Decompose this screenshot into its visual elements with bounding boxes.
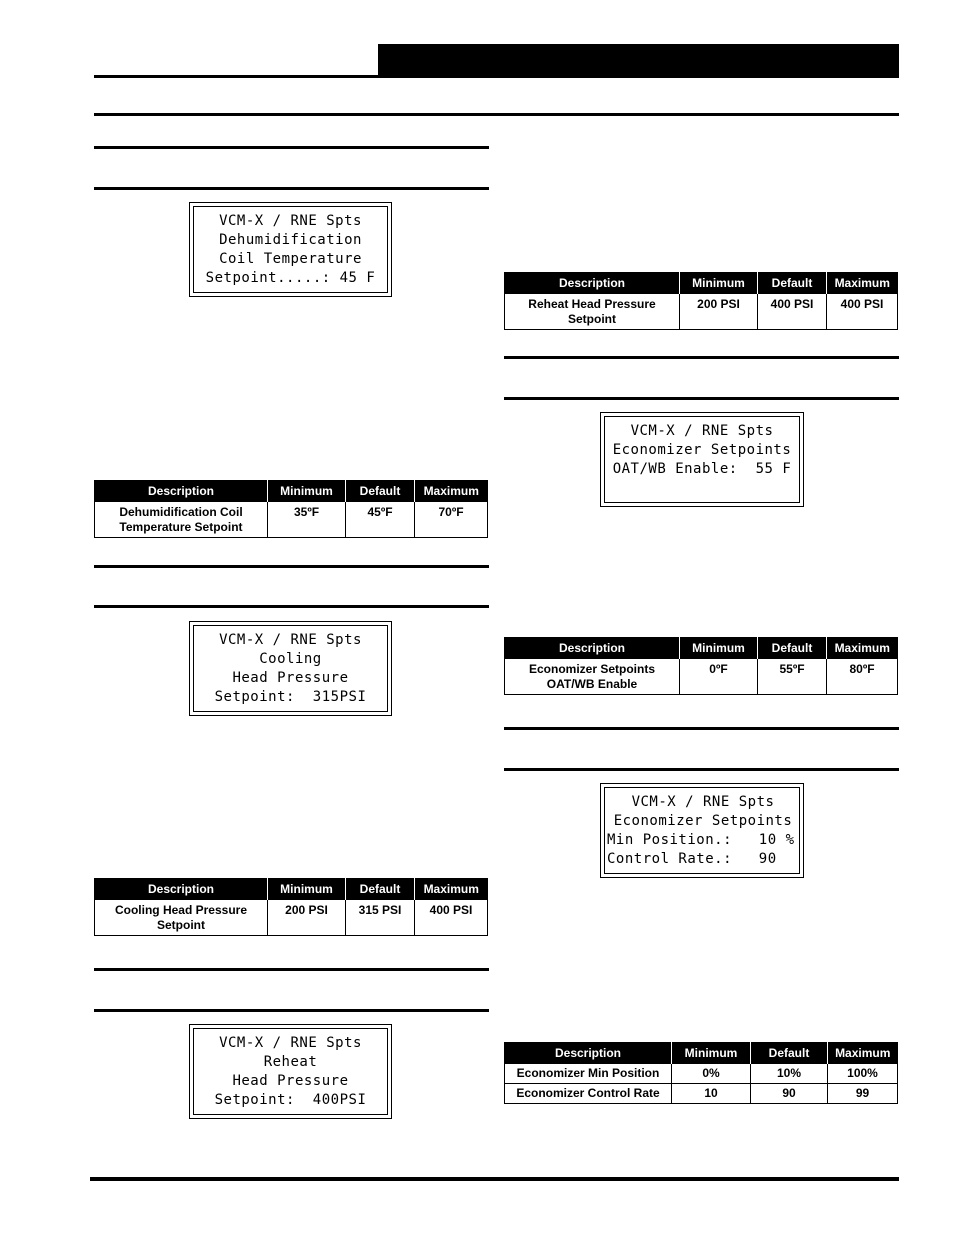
col-maximum: Maximum: [415, 480, 488, 502]
cell-default: 55ºF: [758, 659, 827, 695]
footer-rule: [90, 1177, 899, 1181]
divider: [94, 605, 489, 608]
col-description: Description: [95, 480, 268, 502]
col-minimum: Minimum: [680, 637, 758, 659]
col-default: Default: [758, 637, 827, 659]
cell-default: 315 PSI: [346, 900, 415, 936]
table-row: [505, 1084, 898, 1104]
col-maximum: Maximum: [827, 272, 898, 294]
table-header-row: [505, 1042, 898, 1064]
lcd-line: Economizer Setpoints: [612, 442, 792, 458]
cell-description: Economizer Setpoints OAT/WB Enable: [505, 659, 680, 695]
divider: [504, 768, 899, 771]
divider: [94, 1009, 489, 1012]
divider: [94, 968, 489, 971]
col-default: Default: [346, 480, 415, 502]
divider: [504, 397, 899, 400]
lcd-line: VCM-X / RNE Spts: [219, 213, 362, 229]
lcd-line: Head Pressure: [232, 670, 349, 686]
col-minimum: Minimum: [268, 480, 346, 502]
divider: [504, 727, 899, 730]
table-row: [505, 1064, 898, 1084]
lcd-display-dehumidification: [189, 202, 392, 297]
col-default: Default: [758, 272, 827, 294]
divider: [94, 146, 489, 149]
table-row: [95, 900, 488, 936]
col-default: Default: [751, 1042, 828, 1064]
col-minimum: Minimum: [672, 1042, 751, 1064]
lcd-line: Reheat: [263, 1054, 318, 1070]
cell-default: 90: [751, 1084, 828, 1104]
col-description: Description: [505, 637, 680, 659]
lcd-line: Setpoint: 315PSI: [214, 689, 367, 705]
cell-description: Cooling Head Pressure Setpoint: [95, 900, 268, 936]
table-economizer-oat-enable: [504, 637, 898, 695]
table-header-row: [505, 637, 898, 659]
cell-maximum: 70ºF: [415, 502, 488, 538]
section-rule-top: [94, 113, 899, 116]
table-row: [95, 502, 488, 538]
lcd-display-economizer-min-position: [600, 783, 804, 878]
lcd-line: VCM-X / RNE Spts: [219, 1035, 362, 1051]
lcd-line: Coil Temperature: [219, 251, 362, 267]
lcd-line: VCM-X / RNE Spts: [219, 632, 362, 648]
cell-minimum: 200 PSI: [680, 294, 758, 330]
cell-default: 400 PSI: [758, 294, 827, 330]
table-reheat-head-pressure: [504, 272, 898, 330]
cell-maximum: 400 PSI: [827, 294, 898, 330]
lcd-line: Cooling: [259, 651, 322, 667]
table-header-row: [95, 878, 488, 900]
cell-description: Reheat Head Pressure Setpoint: [505, 294, 680, 330]
lcd-display-economizer-oat: [600, 412, 804, 507]
col-minimum: Minimum: [268, 878, 346, 900]
cell-minimum: 200 PSI: [268, 900, 346, 936]
lcd-line: OAT/WB Enable: 55 F: [612, 461, 792, 477]
cell-maximum: 400 PSI: [415, 900, 488, 936]
table-dehumidification-setpoint: [94, 480, 488, 538]
table-header-row: [505, 272, 898, 294]
divider: [504, 356, 899, 359]
col-description: Description: [95, 878, 268, 900]
cell-minimum: 0%: [672, 1064, 751, 1084]
cell-minimum: 10: [672, 1084, 751, 1104]
table-row: [505, 294, 898, 330]
lcd-line: VCM-X / RNE Spts: [630, 423, 774, 439]
lcd-display-cooling: [189, 621, 392, 716]
lcd-line: Control Rate.: 90: [607, 851, 777, 867]
cell-description: Economizer Min Position: [505, 1064, 672, 1084]
header-rule: [94, 75, 379, 78]
cell-description: Economizer Control Rate: [505, 1084, 672, 1104]
table-header-row: [95, 480, 488, 502]
lcd-display-reheat: [189, 1024, 392, 1119]
col-default: Default: [346, 878, 415, 900]
cell-maximum: 80ºF: [827, 659, 898, 695]
divider: [94, 565, 489, 568]
cell-default: 45ºF: [346, 502, 415, 538]
lcd-line: Setpoint: 400PSI: [214, 1092, 367, 1108]
col-maximum: Maximum: [415, 878, 488, 900]
lcd-line: Min Position.: 10 %: [607, 832, 795, 848]
col-minimum: Minimum: [680, 272, 758, 294]
cell-default: 10%: [751, 1064, 828, 1084]
col-maximum: Maximum: [828, 1042, 898, 1064]
table-economizer-position-rate: [504, 1042, 898, 1104]
lcd-line: Economizer Setpoints: [613, 813, 793, 829]
cell-minimum: 0ºF: [680, 659, 758, 695]
col-description: Description: [505, 272, 680, 294]
header-black-tab: [378, 44, 899, 78]
table-cooling-head-pressure: [94, 878, 488, 936]
cell-maximum: 99: [828, 1084, 898, 1104]
col-description: Description: [505, 1042, 672, 1064]
lcd-line: VCM-X / RNE Spts: [631, 794, 775, 810]
cell-maximum: 100%: [828, 1064, 898, 1084]
lcd-line: Dehumidification: [219, 232, 362, 248]
cell-description: Dehumidification Coil Temperature Setpoint: [95, 502, 268, 538]
table-row: [505, 659, 898, 695]
lcd-line: Setpoint.....: 45 F: [205, 270, 376, 286]
cell-minimum: 35ºF: [268, 502, 346, 538]
divider: [94, 187, 489, 190]
col-maximum: Maximum: [827, 637, 898, 659]
lcd-line: Head Pressure: [232, 1073, 349, 1089]
